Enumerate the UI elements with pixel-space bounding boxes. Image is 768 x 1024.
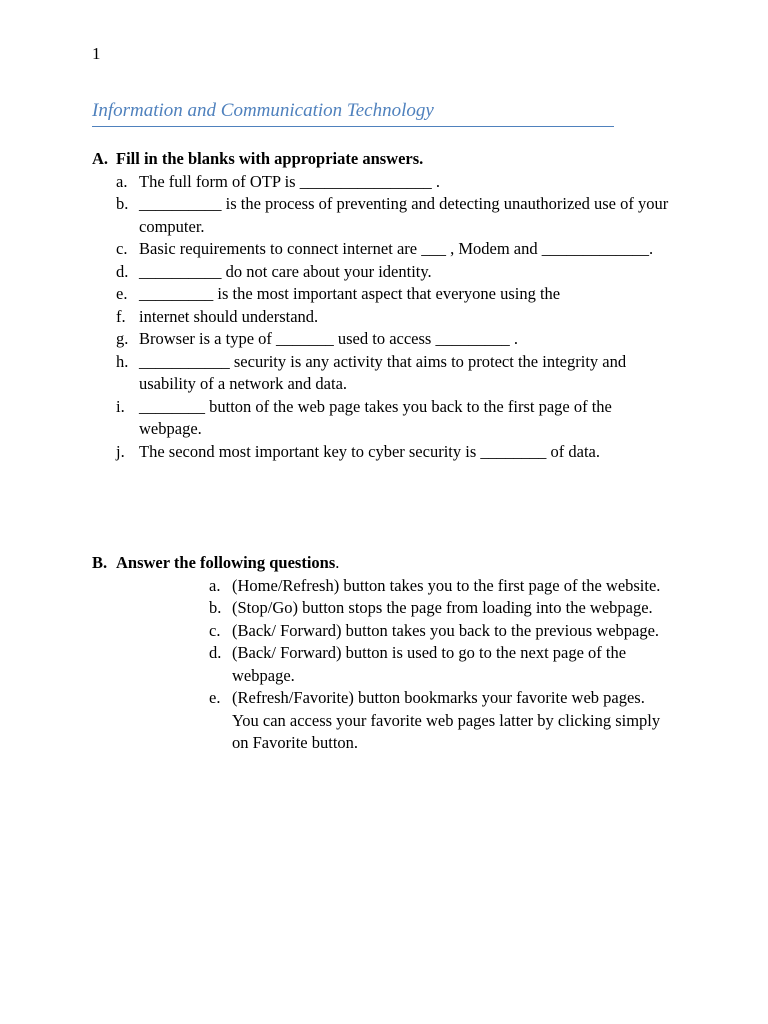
item-text: __________ do not care about your identity. [139,261,432,281]
section-b-heading [92,552,692,575]
document-title: Information and Communication Technology [92,100,614,127]
section-a [92,148,692,463]
item-marker: a. [209,575,221,595]
item-text: (Home/Refresh) button takes you to the first page of the website. [232,575,661,595]
section-a-list [116,171,676,464]
item-marker: i. [116,396,125,416]
list-item [209,575,669,598]
section-a-heading [92,148,692,171]
page-number: 1 [92,44,101,63]
list-item [116,193,676,238]
list-item [116,441,676,464]
item-text: __________ is the process of preventing and detecting unauthorized use of your computer. [139,194,669,236]
item-marker: c. [209,620,221,640]
section-a-heading-text: Fill in the blanks with appropriate answers. [116,149,424,168]
item-marker: e. [209,688,221,707]
item-marker: e. [116,284,128,303]
section-b-letter: B. [92,553,108,572]
item-marker: d. [209,643,222,662]
item-marker: b. [116,194,129,213]
list-item [116,261,676,284]
item-text: (Refresh/Favorite) button bookmarks your favorite web pages. You can access your favorite web pages latter by clicking simply on Favorite button. [232,688,661,752]
item-marker: a. [116,171,128,191]
item-marker: j. [116,441,125,461]
item-text: (Back/ Forward) button takes you back to the previous webpage. [232,620,660,640]
item-marker: f. [116,306,126,326]
list-item [209,597,669,620]
item-text: (Back/ Forward) button is used to go to the next page of the webpage. [232,643,627,685]
item-text: The second most important key to cyber security is ________ of data. [139,441,600,461]
list-item [116,171,676,194]
item-text: ________ button of the web page takes you back to the first page of the webpage. [139,396,612,438]
list-item [116,238,676,261]
item-text: Browser is a type of _______ used to access _________ . [139,329,518,348]
item-marker: c. [116,239,128,258]
item-marker: h. [116,351,129,371]
list-item [116,351,676,396]
section-b [92,552,692,755]
list-item [116,283,676,306]
section-b-heading-period: . [335,553,340,572]
item-marker: g. [116,329,129,348]
item-marker: b. [209,598,222,617]
item-text: _________ is the most important aspect that everyone using the [139,284,561,303]
list-item [116,396,676,441]
item-text: internet should understand. [139,306,319,326]
item-marker: d. [116,261,129,281]
list-item [116,306,676,329]
section-b-heading-text: Answer the following questions [116,553,336,572]
section-a-letter: A. [92,149,109,168]
list-item [116,328,676,351]
section-b-list [209,575,669,755]
item-text: ___________ security is any activity that aims to protect the integrity and usability of a network and data. [139,351,627,393]
item-text: (Stop/Go) button stops the page from loading into the webpage. [232,598,653,617]
list-item [209,642,669,687]
item-text: Basic requirements to connect internet are ___ , Modem and _____________. [139,239,654,258]
item-text: The full form of OTP is ________________ . [139,171,440,191]
list-item [209,620,669,643]
list-item [209,687,669,755]
